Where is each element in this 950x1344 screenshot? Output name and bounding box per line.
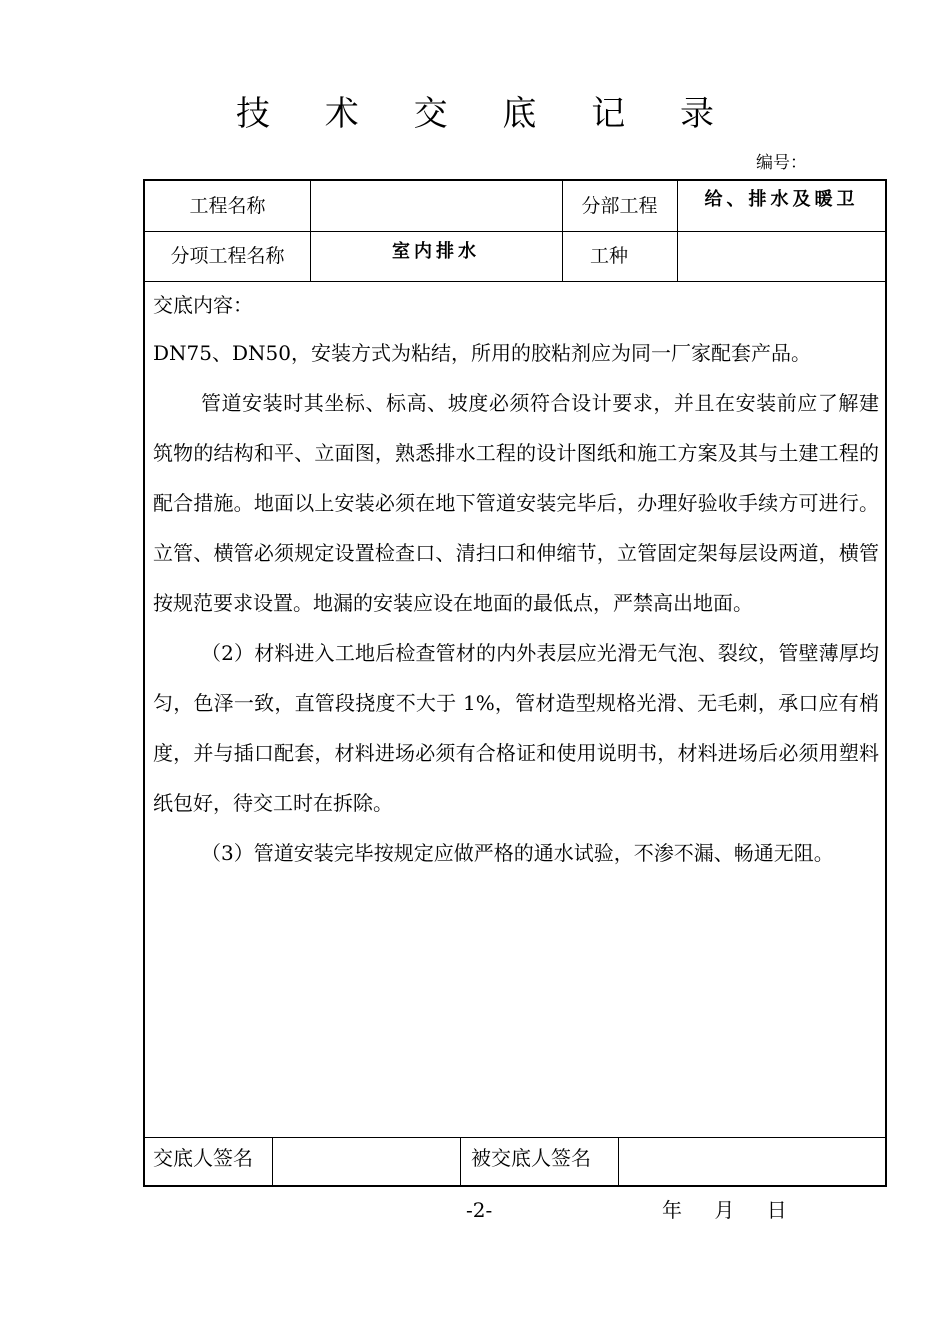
- division-value: 给、排水及暖卫: [704, 189, 859, 210]
- division-label: 分部工程: [581, 195, 658, 217]
- column-divider: [272, 1137, 273, 1185]
- content-paragraph: DN75、DN50，安装方式为粘结，所用的胶粘剂应为同一厂家配套产品。: [153, 341, 811, 365]
- column-divider: [618, 1137, 619, 1185]
- content-paragraph: （3）管道安装完毕按规定应做严格的通水试验，不渗不漏、畅通无阻。: [201, 841, 834, 865]
- date-label: 年 月 日: [662, 1198, 787, 1222]
- project-name-label: 工程名称: [189, 195, 266, 217]
- content-paragraph: （2）材料进入工地后检查管材的内外表层应光滑无气泡、裂纹，管壁薄厚均匀，色泽一致，直管段挠度不大于 1%，管材造型规格光滑、无毛刺，承口应有梢度，并与插口配套，材料进场必须有合格证和使用说明书，材料进场后必须用塑料纸包好，待交工时在拆除。: [153, 641, 879, 815]
- subitem-name-value: 室内排水: [392, 241, 480, 262]
- row-divider: [145, 231, 886, 232]
- column-divider: [460, 1137, 461, 1185]
- row-divider: [145, 281, 886, 282]
- recipient-signature-label: 被交底人签名: [471, 1146, 591, 1170]
- document-title: 技 术 交 底 记 录: [235, 94, 737, 134]
- disclosure-content: [153, 328, 879, 878]
- subitem-name-label: 分项工程名称: [170, 245, 285, 267]
- trade-label: 工种: [590, 245, 629, 267]
- row-divider: [145, 1137, 886, 1138]
- discloser-signature-label: 交底人签名: [153, 1146, 253, 1170]
- serial-number-label: 编号：: [756, 153, 807, 173]
- content-paragraph: 管道安装时其坐标、标高、坡度必须符合设计要求，并且在安装前应了解建筑物的结构和平、立面图，熟悉排水工程的设计图纸和施工方案及其与土建工程的配合措施。地面以上安装必须在地下管道安装完毕后，办理好验收手续方可进行。立管、横管必须规定设置检查口、清扫口和伸缩节，立管固定架每层设两道，横管按规范要求设置。地漏的安装应设在地面的最低点，严禁高出地面。: [153, 391, 879, 615]
- column-divider: [310, 181, 311, 281]
- content-label: 交底内容：: [153, 293, 253, 317]
- page-number: -2-: [466, 1198, 493, 1222]
